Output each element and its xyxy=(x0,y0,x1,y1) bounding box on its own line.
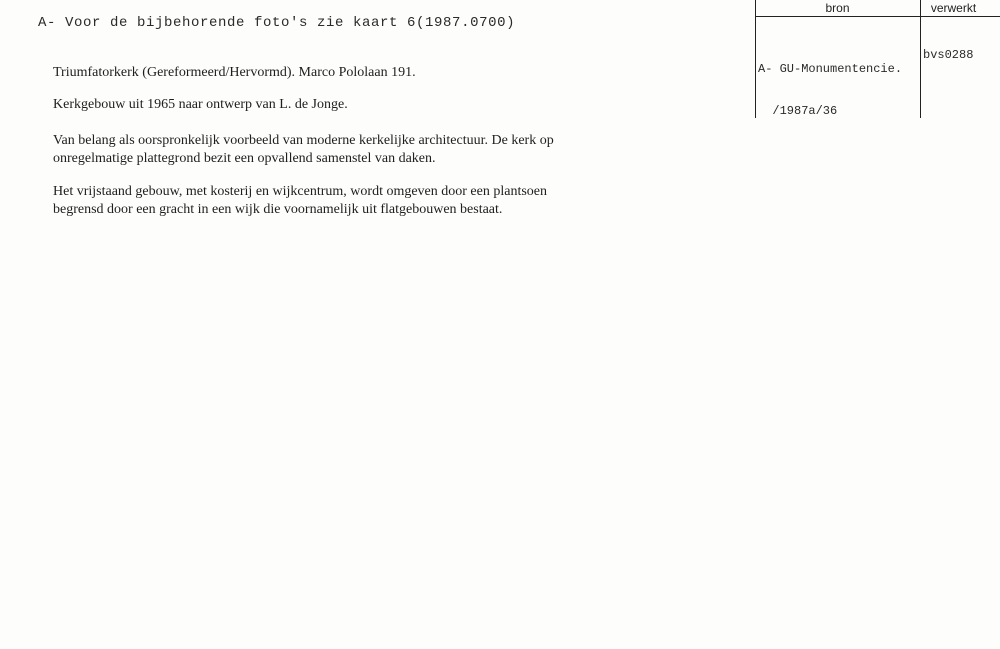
verwerkt-cell: bvs0288 xyxy=(923,48,974,62)
bron-line-1: A- GU-Monumentencie. xyxy=(758,62,903,76)
source-table xyxy=(755,0,1000,118)
construction-info: Kerkgebouw uit 1965 naar ontwerp van L. de Jonge. xyxy=(53,97,348,112)
table-header-divider xyxy=(755,16,1000,17)
bron-line-2: /1987a/36 xyxy=(758,104,838,118)
table-left-border xyxy=(755,0,756,118)
setting-line-1: Het vrijstaand gebouw, met kosterij en wijkcentrum, wordt omgeven door een plantsoen xyxy=(53,184,548,199)
significance-line-1: Van belang als oorspronkelijk voorbeeld van moderne kerkelijke architectuur. De kerk op xyxy=(53,133,554,148)
church-title-line: Triumfatorkerk (Gereformeerd/Hervormd). Marco Pololaan 191. xyxy=(53,65,416,80)
setting-paragraph xyxy=(53,183,547,219)
significance-paragraph xyxy=(53,132,554,168)
bron-cell xyxy=(758,34,902,146)
significance-line-2: onregelmatige plattegrond bezit een opvallend samenstel van daken. xyxy=(53,151,436,166)
column-header-verwerkt: verwerkt xyxy=(930,1,977,15)
column-header-bron: bron xyxy=(825,1,850,15)
typed-photo-note: A- Voor de bijbehorende foto's zie kaart 6(1987.0700) xyxy=(38,15,516,31)
setting-line-2: begrensd door een gracht in een wijk die voornamelijk uit flatgebouwen bestaat. xyxy=(53,202,503,217)
table-column-divider xyxy=(920,0,921,118)
